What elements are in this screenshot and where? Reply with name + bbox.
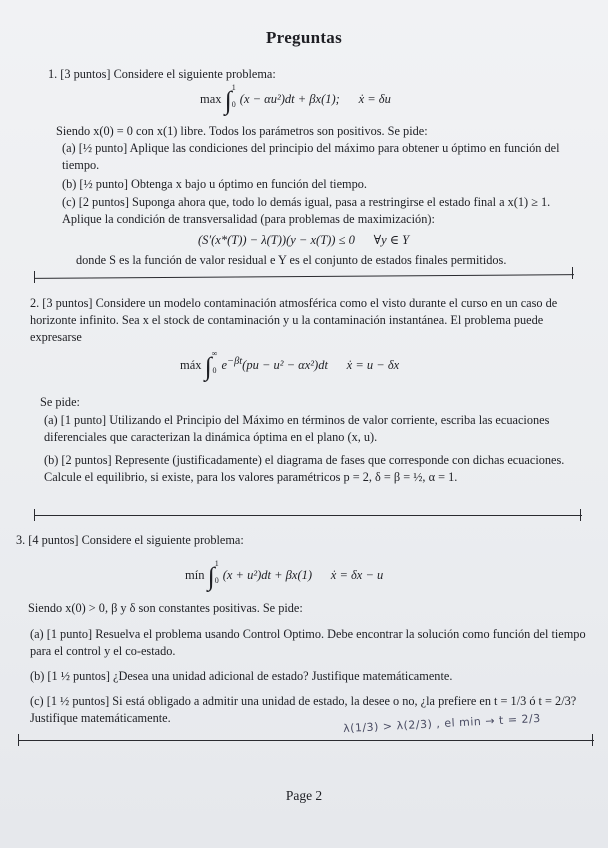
q3-part-c: (c) [1 ½ puntos] Si está obligado a admitir una unidad de estado, la desee o no, ¿la prefiere en t = 1/3 ó t = 2/3? Justifique matemáticamente. xyxy=(30,694,577,725)
divider-3-right-tick xyxy=(592,734,593,746)
divider-2 xyxy=(34,515,582,516)
divider-1 xyxy=(34,274,574,279)
q3-given: Siendo x(0) > 0, β y δ son constantes positivas. Se pide: xyxy=(28,601,303,615)
divider-3 xyxy=(18,740,594,741)
q3-header: 3. [4 puntos] Considere el siguiente problema: xyxy=(16,533,244,547)
q1-part-b: (b) [½ punto] Obtenga x bajo u óptimo en función del tiempo. xyxy=(62,177,367,191)
q2-part-a: (a) [1 punto] Utilizando el Principio del Máximo en términos de valor corriente, escriba las ecuaciones diferenciales que caracterizan la dinámica óptima en el plano (x, u). xyxy=(44,413,550,444)
q1-note: donde S es la función de valor residual e Y es el conjunto de estados finales permitidos. xyxy=(76,253,507,267)
divider-2-left-tick xyxy=(34,509,35,521)
divider-3-left-tick xyxy=(18,734,19,746)
q3-equation: mín ∫$^1_0$ (x + u²)dt + βx(1) ẋ = δx − u xyxy=(185,559,384,591)
q3-part-b: (b) [1 ½ puntos] ¿Desea una unidad adicional de estado? Justifique matemáticamente. xyxy=(30,669,453,683)
q1-transversality: (S′(x*(T)) − λ(T))(y − x(T)) ≤ 0 ∀y ∈ Y xyxy=(198,233,410,247)
q2-equation: máx $\int^\infty_0$ $e^{-\beta t}(pu - u^2 - \alpha x^2)dt$ ẋ = u − δx xyxy=(180,349,400,381)
handwritten-note: λ(1/3) > λ(2/3) , el min → t = 2/3 xyxy=(342,711,542,736)
q2-se-pide: Se pide: xyxy=(40,395,80,409)
divider-1-right-tick xyxy=(572,267,573,279)
q2-intro: 2. [3 puntos] Considere un modelo contaminación atmosférica como el visto durante el curso en un caso de horizonte infinito. Sea x el stock de contaminación y u la contaminación instantánea. El problema puede expresarse xyxy=(30,296,558,344)
q1-header: 1. [3 puntos] Considere el siguiente problema: xyxy=(48,67,276,81)
page-number: Page 2 xyxy=(285,788,323,803)
q1-part-c: (c) [2 puntos] Suponga ahora que, todo lo demás igual, pasa a restringirse el estado final a x(1) ≥ 1. Aplique la condición de transversalidad (para problemas de maximización): xyxy=(62,195,551,226)
page-title: Preguntas xyxy=(265,28,343,47)
divider-2-right-tick xyxy=(580,509,581,521)
q1-equation: max ∫$^1_0$ (x − αu²)dt + βx(1); ẋ = δu xyxy=(200,83,391,115)
q1-part-a: (a) [½ punto] Aplique las condiciones del principio del máximo para obtener u óptimo en función del tiempo. xyxy=(62,141,560,172)
divider-1-left-tick xyxy=(34,271,35,283)
q2-part-b: (b) [2 puntos] Represente (justificadamente) el diagrama de fases que corresponde con dichas ecuaciones. Calcule el equilibrio, si existe, para los valores paramétricos p = 2, δ = β = ½, α = 1. xyxy=(44,453,565,484)
q3-part-a: (a) [1 punto] Resuelva el problema usando Control Optimo. Debe encontrar la solución como función del tiempo para el control y el co-estado. xyxy=(30,627,586,658)
q1-given: Siendo x(0) = 0 con x(1) libre. Todos los parámetros son positivos. Se pide: xyxy=(56,124,428,138)
